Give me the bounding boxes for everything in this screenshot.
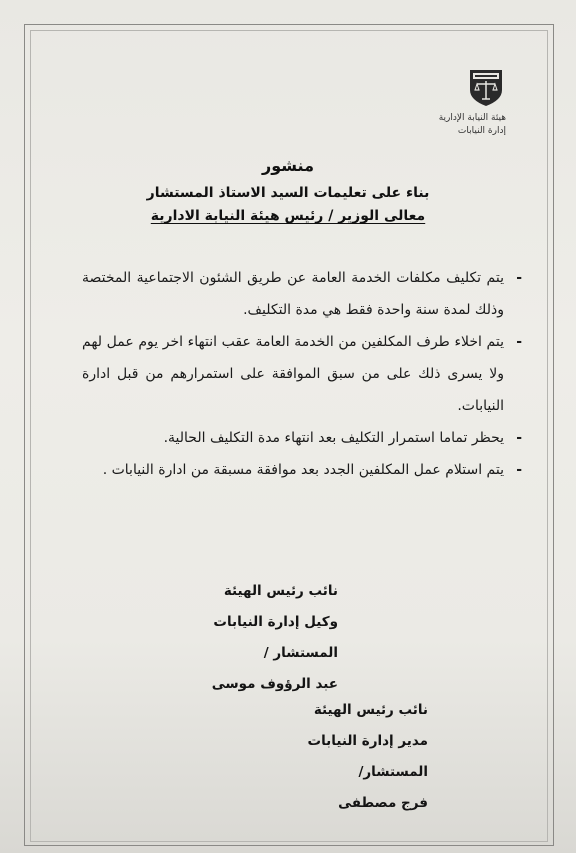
- title-block: [0, 156, 576, 224]
- signature-title: المستشار/: [358, 764, 428, 780]
- scales-of-justice-emblem-icon: [466, 66, 506, 108]
- list-item: [82, 262, 522, 326]
- bullet-dash: -: [516, 462, 522, 478]
- list-item: [82, 454, 522, 486]
- signature-role: نائب رئيس الهيئة: [223, 583, 338, 599]
- organization-name: هيئة النيابة الإدارية: [438, 113, 506, 123]
- signature-name: عبد الرؤوف موسى: [211, 676, 338, 692]
- item-text: يتم اخلاء طرف المكلفين من الخدمة العامة عقب انتهاء اخر يوم عمل لهم ولا يسرى ذلك على من سبق الموافقة على استمرارهم من قبل ادارة النيابات.: [82, 334, 504, 414]
- signature-title: المستشار /: [263, 645, 338, 661]
- document-title: منشور: [262, 156, 314, 175]
- signature-block-deputy: [138, 576, 338, 700]
- signature-role: نائب رئيس الهيئة: [313, 702, 428, 718]
- signature-role-secondary: وكيل إدارة النيابات: [213, 614, 338, 630]
- letterhead: [416, 66, 506, 138]
- department-name: إدارة النيابات: [457, 126, 506, 136]
- bullet-dash: -: [516, 334, 522, 350]
- signature-name: فرج مصطفى: [338, 795, 428, 811]
- subtitle-instructions: بناء على تعليمات السيد الاستاذ المستشار: [146, 185, 430, 201]
- item-text: يحظر تماما استمرار التكليف بعد انتهاء مدة التكليف الحالية.: [163, 430, 504, 446]
- bullet-dash: -: [516, 270, 522, 286]
- signature-role-secondary: مدير إدارة النيابات: [307, 733, 428, 749]
- item-text: يتم تكليف مكلفات الخدمة العامة عن طريق الشئون الاجتماعية المختصة وذلك لمدة سنة واحدة فقط هي مدة التكليف.: [82, 270, 504, 318]
- list-item: [82, 326, 522, 422]
- circular-body: [82, 262, 522, 486]
- item-text: يتم استلام عمل المكلفين الجدد بعد موافقة مسبقة من ادارة النيابات .: [102, 462, 504, 478]
- list-item: [82, 422, 522, 454]
- bullet-dash: -: [516, 430, 522, 446]
- subtitle-minister: معالى الوزير / رئيس هيئة النيابة الادارية: [150, 208, 426, 224]
- signature-block-director: [228, 695, 428, 819]
